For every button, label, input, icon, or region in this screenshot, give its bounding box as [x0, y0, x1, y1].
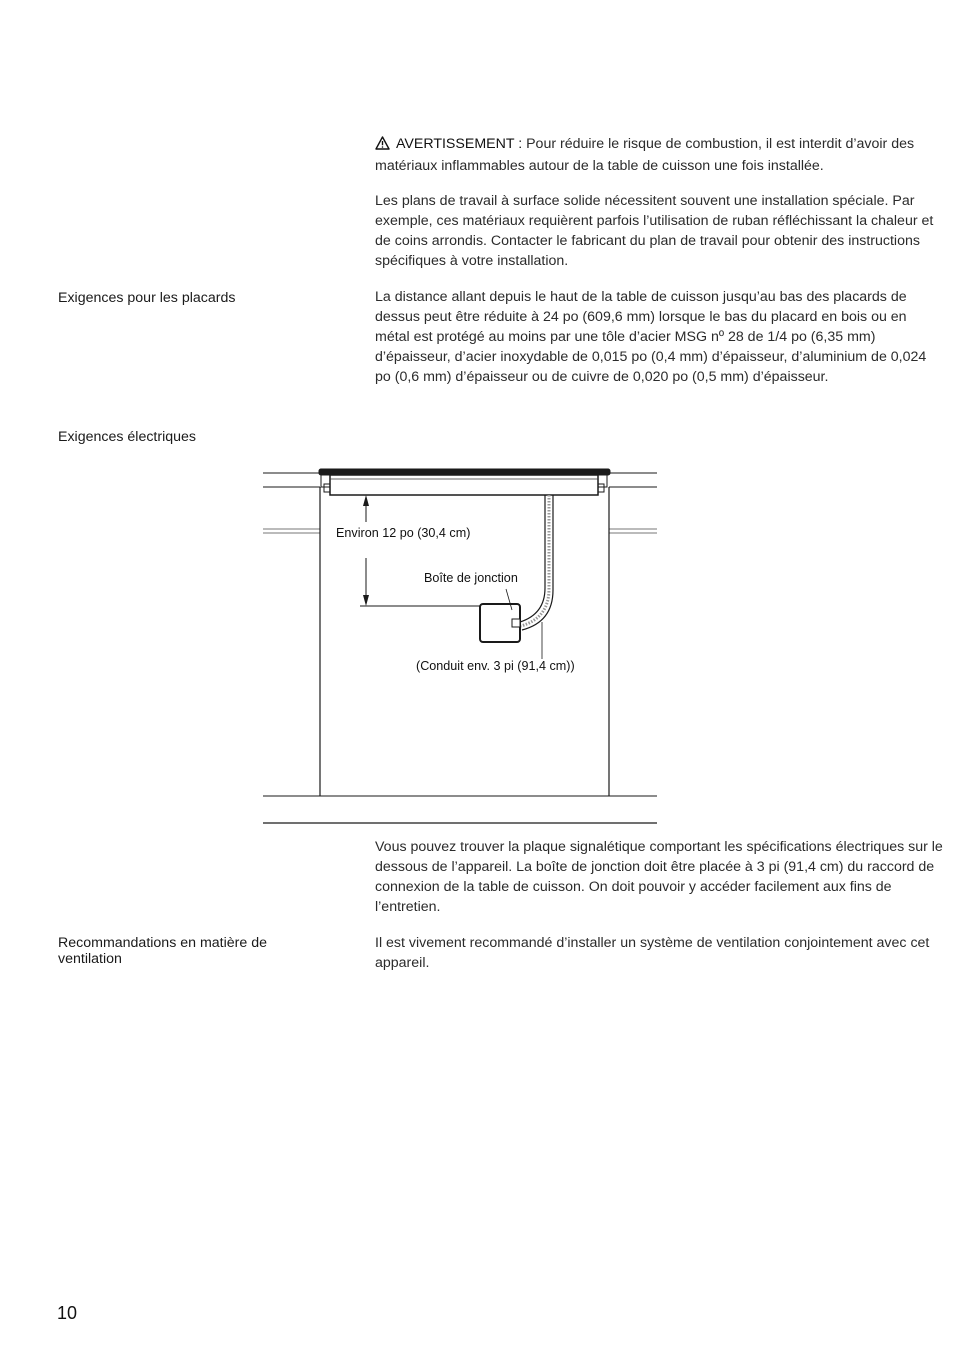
cabinets-paragraph: La distance allant depuis le haut de la table de cuisson jusqu’au bas des placards de dessus peut être réduite à 24 po (609,6 mm) lorsque le bas du placard en bois ou en métal est protégé au moins par une tôle d’acier MSG nº 28 de 1/4 po (6,35 mm) d’épaisseur, d’acier inoxydable de 0,015 po (0,4 mm) d’épaisseur, d’aluminium de 0,024 po (0,6 mm) d’épaisseur ou de cuivre de 0,020 po (0,5 mm) d’épaisseur.	[375, 289, 927, 385]
cooktop	[319, 469, 610, 495]
warning-text: Pour réduire le risque de combustion, il est interdit d’avoir des matériaux inflammables autour de la table de cuisson une fois installée.	[375, 136, 915, 174]
distance-label: Environ 12 po (30,4 cm)	[336, 526, 471, 540]
conduit-label: (Conduit env. 3 pi (91,4 cm))	[416, 659, 575, 673]
electrical-paragraph: Vous pouvez trouver la plaque signalétique comportant les spécifications électriques sur le dessous de l’appareil. La boîte de jonction doit être placée à 3 pi (91,4 cm) du raccord de connexion de la table de cuisson. On doit pouvoir y accéder facilement aux fins de l’entretien.	[375, 839, 943, 915]
junction-box	[480, 604, 520, 642]
page-number: 10	[57, 1303, 78, 1323]
electrical-heading: Exigences électriques	[58, 429, 197, 445]
warning-label: AVERTISSEMENT :	[396, 136, 523, 152]
conduit	[520, 495, 553, 630]
junction-box-label: Boîte de jonction	[424, 571, 518, 585]
ventilation-heading: Recommandations en matière de ventilation	[58, 935, 267, 967]
cabinets-heading: Exigences pour les placards	[58, 290, 236, 306]
distance-dimension-arrow	[360, 495, 480, 606]
ventilation-paragraph: Il est vivement recommandé d’installer un système de ventilation conjointement avec cet appareil.	[375, 935, 930, 971]
solid-surface-paragraph: Les plans de travail à surface solide nécessitent souvent une installation spéciale. Par exemple, ces matériaux requièrent parfois l’utilisation de ruban réfléchissant la chaleur et de coins arrondis. Contacter le fabricant du plan de travail pour obtenir des instructions spécifiques à votre installation.	[375, 193, 934, 269]
